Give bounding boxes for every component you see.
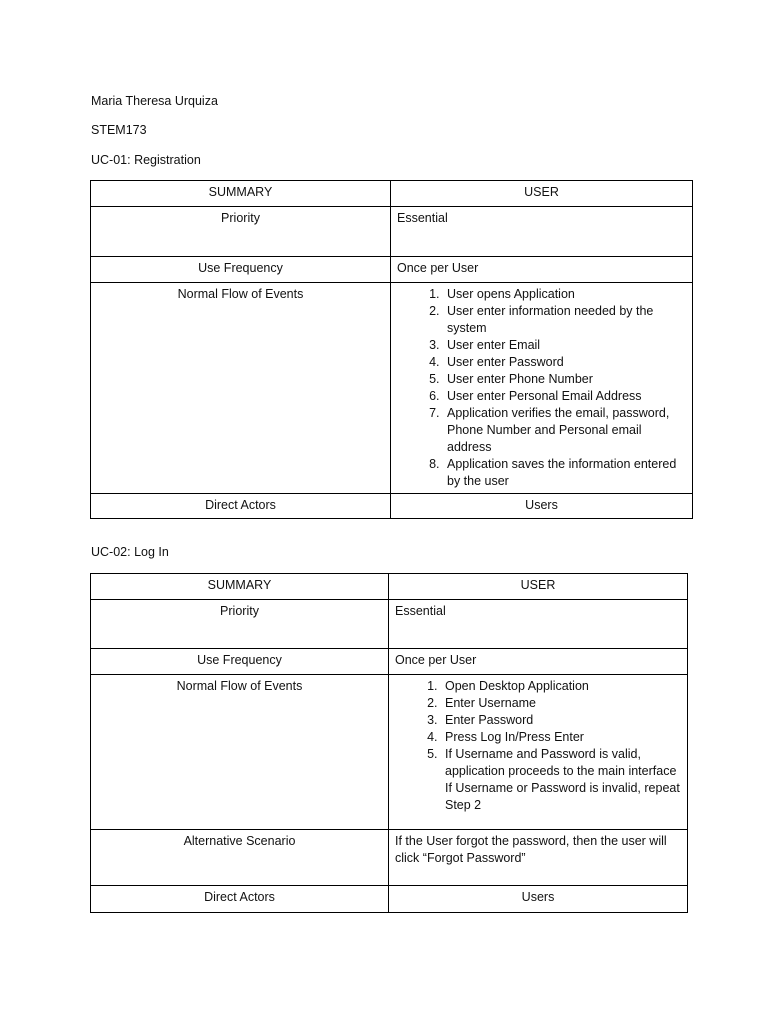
step-5-invalid-text: If Username or Password is invalid, repeat Step 2 [445,781,680,812]
list-item: 3. User enter Email [443,337,686,354]
list-item [441,746,681,814]
uc2-alt-row [91,830,688,886]
uc2-flow-label: Normal Flow of Events [91,675,389,830]
uc1-col-user: USER [391,181,693,207]
uc2-alt-label: Alternative Scenario [91,830,389,886]
uc1-steps-list [397,286,686,490]
uc1-table [90,180,693,519]
list-item: 4. Press Log In/Press Enter [441,729,681,746]
uc1-frequency-row [91,257,693,283]
section-code: STEM173 [91,123,147,137]
list-item: 1. Open Desktop Application [441,678,681,695]
uc2-flow-row [91,675,688,830]
uc2-frequency-label: Use Frequency [91,649,389,675]
uc2-title: UC-02: Log In [91,545,169,559]
uc1-priority-value: Essential [391,207,693,257]
uc2-priority-label: Priority [91,600,389,649]
uc2-frequency-row [91,649,688,675]
list-item: 6. User enter Personal Email Address [443,388,686,405]
uc2-alt-value: If the User forgot the password, then the user will click “Forgot Password” [389,830,688,886]
uc1-actors-label: Direct Actors [91,494,391,519]
uc2-header-row [91,574,688,600]
list-item: 8. Application saves the information entered by the user [443,456,686,490]
uc1-priority-label: Priority [91,207,391,257]
uc1-priority-row [91,207,693,257]
uc2-col-user: USER [389,574,688,600]
uc2-actors-value: Users [389,886,688,913]
uc1-actors-value: Users [391,494,693,519]
uc1-actors-row [91,494,693,519]
list-item: 5. User enter Phone Number [443,371,686,388]
uc1-frequency-label: Use Frequency [91,257,391,283]
list-item: 3. Enter Password [441,712,681,729]
uc1-flow-label: Normal Flow of Events [91,283,391,494]
list-item: 7. Application verifies the email, password, Phone Number and Personal email address [443,405,686,456]
step-5-valid-text: If Username and Password is valid, application proceeds to the main interface [445,747,677,778]
list-item: 4. User enter Password [443,354,686,371]
uc2-priority-row [91,600,688,649]
uc1-col-summary: SUMMARY [91,181,391,207]
uc2-table [90,573,688,913]
uc1-flow-row [91,283,693,494]
uc2-steps-list [395,678,681,814]
uc1-frequency-value: Once per User [391,257,693,283]
list-item: 2. Enter Username [441,695,681,712]
uc2-flow-cell [389,675,688,830]
uc1-flow-cell [391,283,693,494]
uc1-title: UC-01: Registration [91,153,201,167]
uc2-col-summary: SUMMARY [91,574,389,600]
list-item: 1. User opens Application [443,286,686,303]
author-name: Maria Theresa Urquiza [91,94,218,108]
uc2-priority-value: Essential [389,600,688,649]
list-item: 2. User enter information needed by the system [443,303,686,337]
uc1-header-row [91,181,693,207]
uc2-actors-row [91,886,688,913]
uc2-actors-label: Direct Actors [91,886,389,913]
uc2-frequency-value: Once per User [389,649,688,675]
